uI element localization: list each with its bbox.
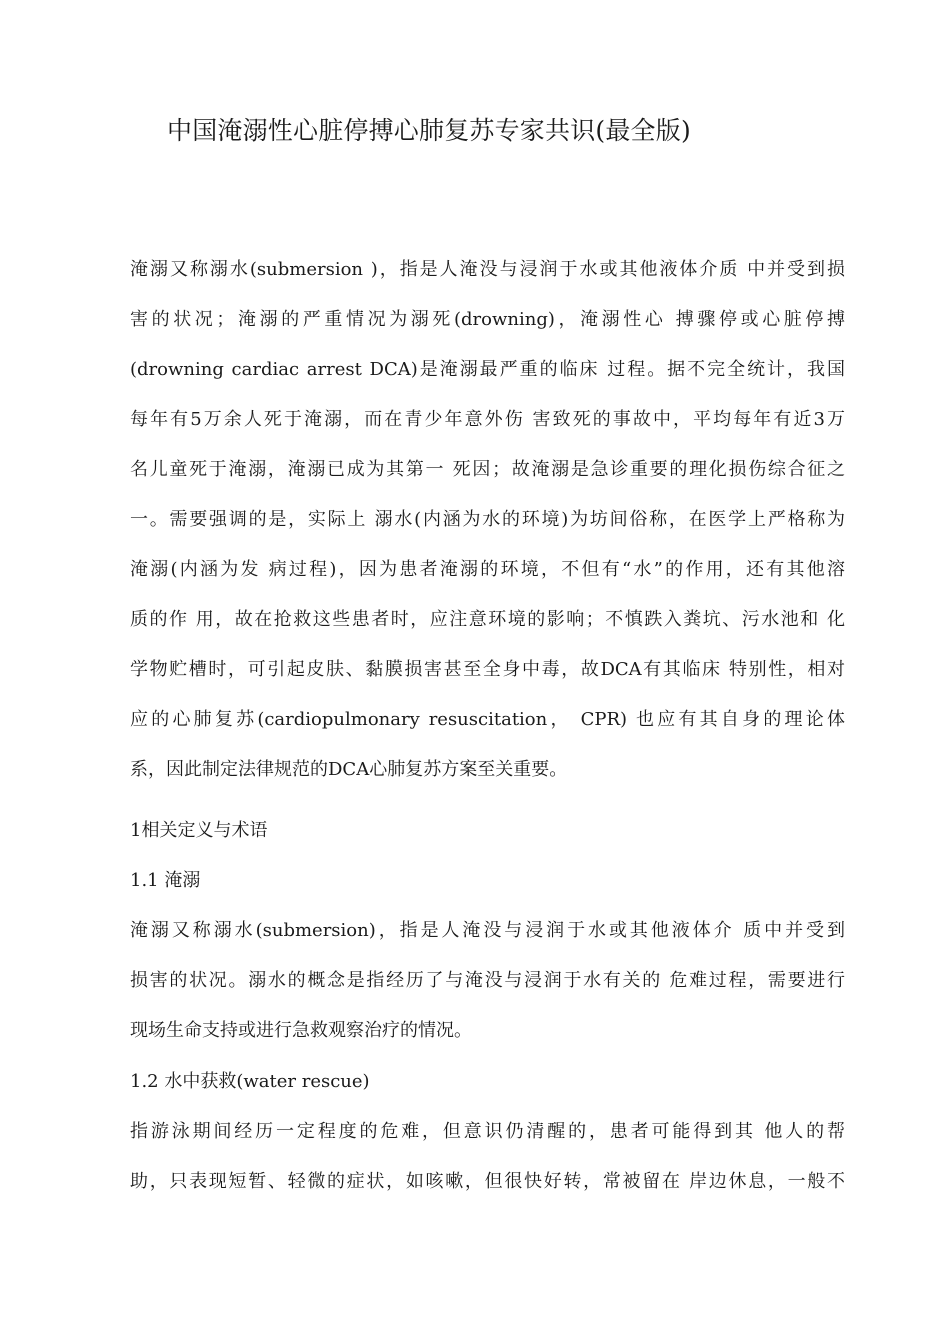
- paragraph-line: 现场生命支持或进行急救观察治疗的情况。: [130, 1020, 472, 1041]
- water-rescue-paragraph: [130, 1107, 845, 1207]
- intro-line: 学物贮槽时，可引起皮肤、黏膜损害甚至全身中毒，故DCA有其临床 特别性，相对: [130, 659, 845, 680]
- paragraph-line: 淹溺又称溺水(submersion)，指是人淹没与浸润于水或其他液体介 质中并受到: [130, 920, 845, 941]
- paragraph-line: 损害的状况。溺水的概念是指经历了与淹没与浸润于水有关的 危难过程，需要进行: [130, 970, 845, 991]
- intro-line: 应的心肺复苏(cardiopulmonary resuscitation， CPR) 也应有其自身的理论体: [130, 709, 845, 730]
- paragraph-line: 指游泳期间经历一定程度的危难，但意识仍清醒的，患者可能得到其 他人的帮: [130, 1121, 845, 1142]
- subsection-heading-water-rescue: 1.2 水中获救(water rescue): [130, 1071, 370, 1092]
- intro-line: 淹溺又称溺水(submersion )，指是人淹没与浸润于水或其他液体介质 中并受到损: [130, 259, 845, 280]
- intro-line: 系，因此制定法律规范的DCA心肺复苏方案至关重要。: [130, 759, 568, 780]
- paragraph-line: 助，只表现短暂、轻微的症状，如咳嗽，但很快好转，常被留在 岸边休息，一般不: [130, 1171, 845, 1192]
- intro-line: 名儿童死于淹溺，淹溺已成为其第一 死因；故淹溺是急诊重要的理化损伤综合征之: [130, 459, 845, 480]
- subsection-heading-drowning: 1.1 淹溺: [130, 870, 201, 891]
- intro-line: 淹溺(内涵为发 病过程)，因为患者淹溺的环境，不但有“水”的作用，还有其他溶: [130, 559, 845, 580]
- intro-line: 一。需要强调的是，实际上 溺水(内涵为水的环境)为坊间俗称，在医学上严格称为: [130, 509, 845, 530]
- document-title: 中国淹溺性心脏停搏心肺复苏专家共识(最全版): [167, 116, 691, 145]
- intro-line: 质的作 用，故在抢救这些患者时，应注意环境的影响；不慎跌入粪坑、污水池和 化: [130, 609, 845, 630]
- intro-line: (drowning cardiac arrest DCA)是淹溺最严重的临床 过程。据不完全统计，我国: [130, 359, 845, 380]
- intro-paragraph: [130, 245, 845, 795]
- intro-line: 每年有5万余人死于淹溺，而在青少年意外伤 害致死的事故中，平均每年有近3万: [130, 409, 845, 430]
- intro-line: 害的状况；淹溺的严重情况为溺死(drowning)，淹溺性心 搏骤停或心脏停搏: [130, 309, 845, 330]
- drowning-definition-paragraph: [130, 906, 845, 1056]
- section-heading-definitions: 1相关定义与术语: [130, 820, 268, 841]
